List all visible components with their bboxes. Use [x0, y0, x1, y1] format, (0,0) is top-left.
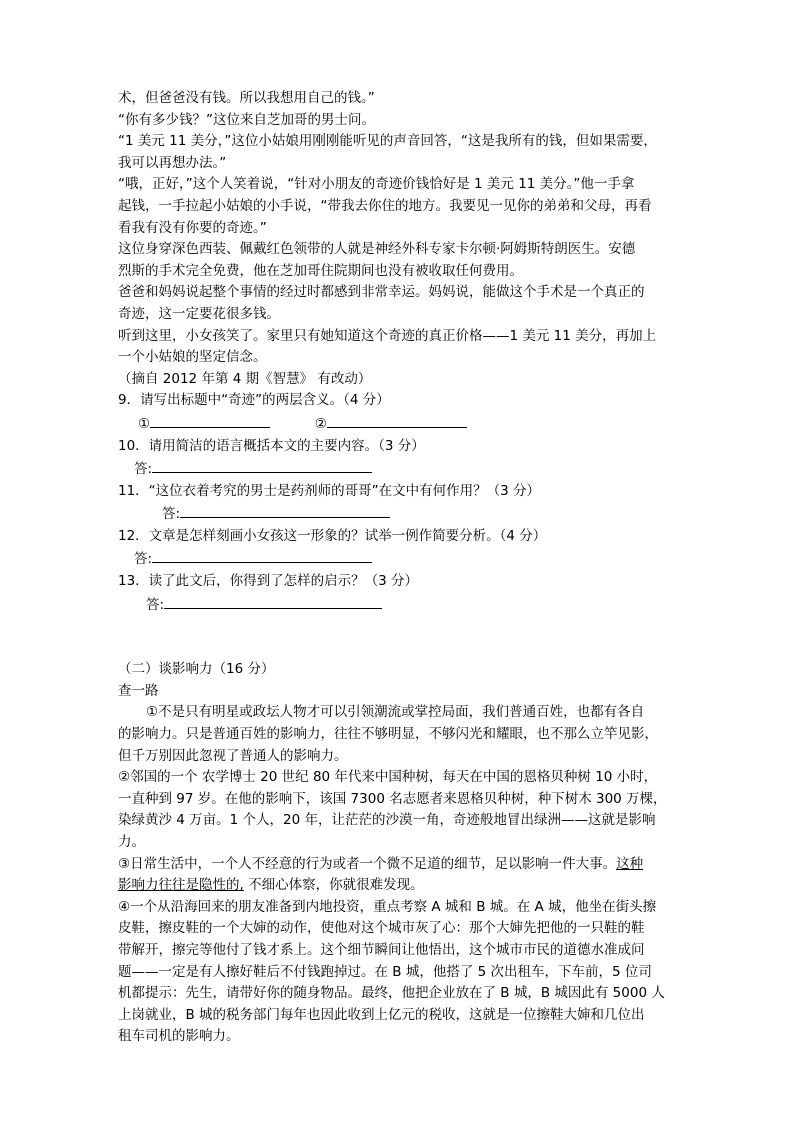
answer-label: 答:: [134, 461, 153, 478]
source-citation: （摘自 2012 年第 4 期《智慧》 有改动）: [118, 370, 372, 387]
answer-blank-9-1[interactable]: [150, 412, 270, 428]
paragraph-line: 上岗就业，B 城的税务部门每年也因此收到上亿元的税收，这就是一位擦鞋大婶和几位出: [118, 1006, 645, 1023]
story-text: [118, 88, 684, 390]
paragraph-line: ②邻国的一个 农学博士 20 世纪 80 年代来中国种树，每天在中国的恩格贝种树 10 小时，: [118, 769, 658, 786]
paragraph-line: 机都提示：先生，请带好你的随身物品。最终，他把企业放在了 B 城，B 城因此有 5000 人: [118, 985, 665, 1002]
story-line: 听到这里，小女孩笑了。家里只有她知道这个奇迹的真正价格——1 美元 11 美分，再加上: [118, 327, 657, 344]
answer-label: 答:: [162, 506, 181, 523]
paragraph-line: ④一个从沿海回来的朋友准备到内地投资，重点考察 A 城和 B 城。在 A 城，他坐在街头擦: [118, 898, 657, 915]
paragraph-line: 的影响力。只是普通百姓的影响力，往往不够明显，不够闪光和耀眼，也不那么立竿见影，: [118, 726, 658, 743]
question-9-answers: [118, 412, 684, 436]
paragraph-line: 一直种到 97 岁。在他的影响下，该国 7300 名志愿者来恩格贝种树，种下树木 300 万棵，: [118, 790, 667, 807]
answer-blank-11[interactable]: [180, 502, 390, 518]
paragraph-line: 题——一定是有人擦好鞋后不付钱跑掉过。在 B 城，他搭了 5 次出租车，下车前，5 位司: [118, 963, 652, 980]
question-11: 11．“这位衣着考究的男士是药剂师的哥哥”在文中有何作用？（3 分）: [118, 482, 541, 499]
question-12: 12．文章是怎样刻画小女孩这一形象的？试举一例作简要分析。（4 分）: [118, 527, 547, 544]
story-line: 奇迹，这一定要花很多钱。: [118, 305, 280, 322]
answer-blank-9-2[interactable]: [327, 412, 467, 428]
paragraph-line: 租车司机的影响力。: [118, 1028, 240, 1045]
paragraph-line: 带解开，擦完等他付了钱才系上。这个细节瞬间让他悟出，这个城市市民的道德水准成问: [118, 941, 645, 958]
answer-marker-2: ②: [314, 415, 327, 432]
answer-line-10: [118, 457, 684, 481]
answer-blank-10[interactable]: [152, 457, 372, 473]
answer-blank-13[interactable]: [164, 593, 382, 609]
paragraph-text: ③日常生活中，一个人不经意的行为或者一个微不足道的细节，足以影响一件大事。: [118, 855, 617, 872]
story-line: 烈斯的手术完全免费，他在芝加哥住院期间也没有被收取任何费用。: [118, 262, 523, 279]
story-line: 我可以再想办法。”: [118, 154, 227, 171]
paragraph-line: [118, 875, 684, 897]
story-line: “1 美元 11 美分，”这位小姑娘用刚刚能听见的声音回答，“这是我所有的钱，但如果需要，: [118, 133, 657, 150]
section-2: [118, 659, 684, 1048]
question-9: 9．请写出标题中“奇迹”的两层含义。（4 分）: [118, 392, 390, 409]
story-line: 看我有没有你要的奇迹。”: [118, 219, 267, 236]
question-13: 13．读了此文后，你得到了怎样的启示？（3 分）: [118, 573, 419, 590]
story-line: “你有多少钱？”这位来自芝加哥的男士问。: [118, 111, 375, 128]
answer-line-13: [118, 593, 684, 617]
answer-label: 答:: [134, 551, 153, 568]
paragraph-line: 力。: [118, 834, 145, 850]
story-line: 起钱，一手拉起小姑娘的小手说，“带我去你住的地方。我要见一见你的弟弟和父母，再看: [118, 197, 652, 214]
questions: [118, 390, 684, 616]
paragraph-line: [118, 854, 684, 876]
paragraph-line: 染绿黄沙 4 万亩。1 个人，20 年，让茫茫的沙漠一角，奇迹般地冒出绿洲——这就是影响: [118, 812, 656, 829]
paragraph-line: ①不是只有明星或政坛人物才可以引领潮流或掌控局面，我们普通百姓，也都有各自: [146, 704, 645, 721]
question-10: 10．请用简洁的语言概括本文的主要内容。（3 分）: [118, 437, 425, 454]
section-heading: （二）谈影响力（16 分）: [118, 661, 275, 678]
story-line: 一个小姑娘的坚定信念。: [118, 349, 267, 366]
document-page: [118, 88, 684, 1048]
story-line: 爸爸和妈妈说起整个事情的经过时都感到非常幸运。妈妈说，能做这个手术是一个真正的: [118, 284, 645, 301]
underlined-text: 这种: [616, 855, 644, 872]
article-author: 查一路: [118, 682, 159, 699]
answer-blank-12[interactable]: [152, 547, 372, 563]
answer-line-12: [118, 547, 684, 571]
story-line: 术，但爸爸没有钱。所以我想用自己的钱。”: [118, 90, 375, 106]
paragraph-line: 但千万别因此忽视了普通人的影响力。: [118, 747, 348, 764]
underlined-text: 影响力往往是隐性的,: [118, 877, 244, 894]
paragraph-text: 不细心体察，你就很难发现。: [243, 877, 424, 894]
answer-line-11: [118, 502, 684, 526]
answer-label: 答:: [146, 596, 165, 613]
paragraph-line: 皮鞋，擦皮鞋的一个大婶的动作，使他对这个城市灰了心：那个大婶先把他的一只鞋的鞋: [118, 920, 645, 937]
story-line: 这位身穿深色西装、佩戴红色领带的人就是神经外科专家卡尔顿·阿姆斯特朗医生。安德: [118, 241, 636, 258]
answer-marker-1: ①: [138, 415, 151, 432]
story-line: “哦，正好，”这个人笑着说，“针对小朋友的奇迹价钱恰好是 1 美元 11 美分。”他一手拿: [118, 176, 635, 193]
